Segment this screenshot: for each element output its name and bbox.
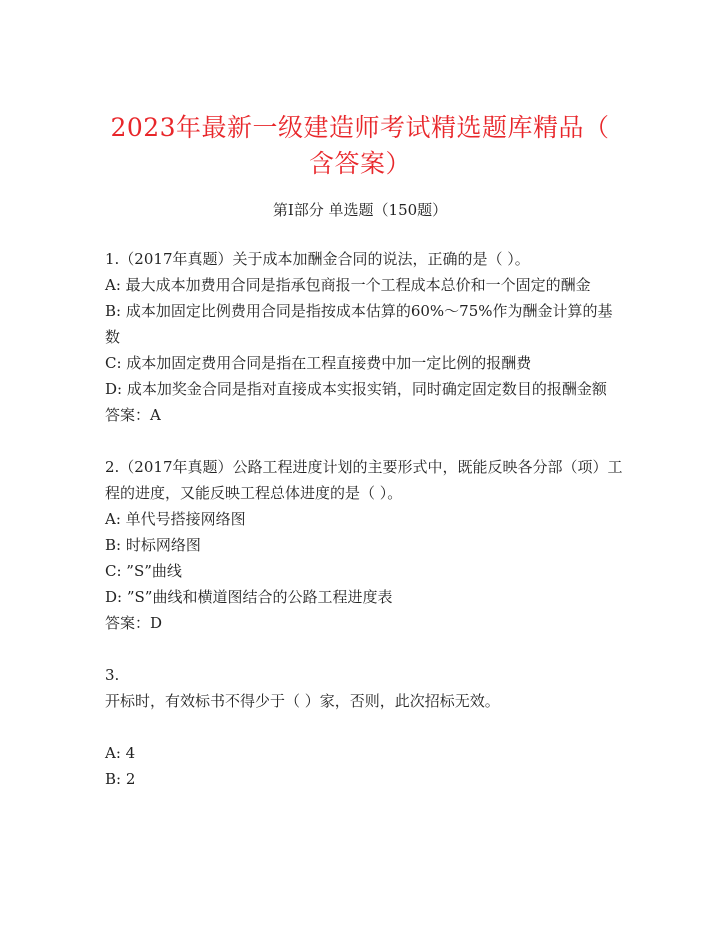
question-stem: 1.（2017年真题）关于成本加酬金合同的说法，正确的是（ ）。 bbox=[105, 250, 530, 268]
option-b: B: 2 bbox=[105, 770, 136, 788]
option-c: C: 成本加固定费用合同是指在工程直接费中加一定比例的报酬费 bbox=[105, 354, 532, 372]
option-c: C: ”S”曲线 bbox=[105, 562, 182, 580]
question-2 bbox=[105, 454, 625, 636]
document-title bbox=[60, 110, 660, 182]
option-a: A: 单代号搭接网络图 bbox=[105, 510, 246, 528]
section-heading: 第I部分 单选题（150题） bbox=[272, 201, 448, 219]
option-d: D: ”S”曲线和横道图结合的公路工程进度表 bbox=[105, 588, 393, 606]
option-b: B: 成本加固定比例费用合同是指按成本估算的60%～75%作为酬金计算的基数 bbox=[105, 302, 613, 346]
question-3 bbox=[105, 662, 625, 792]
question-number: 3. bbox=[105, 666, 120, 684]
title-line-1: 2023年最新一级建造师考试精选题库精品（ bbox=[110, 113, 610, 142]
option-a: A: 最大成本加费用合同是指承包商报一个工程成本总价和一个固定的酬金 bbox=[105, 276, 591, 294]
question-1 bbox=[105, 246, 625, 428]
answer: 答案：D bbox=[105, 614, 163, 632]
option-a: A: 4 bbox=[105, 744, 136, 762]
blank-gap bbox=[105, 714, 625, 740]
question-stem: 开标时，有效标书不得少于（ ）家，否则，此次招标无效。 bbox=[105, 692, 500, 710]
option-d: D: 成本加奖金合同是指对直接成本实报实销，同时确定固定数目的报酬金额 bbox=[105, 380, 607, 398]
answer: 答案：A bbox=[105, 406, 161, 424]
option-b: B: 时标网络图 bbox=[105, 536, 201, 554]
title-line-2: 含答案） bbox=[308, 149, 411, 178]
question-list bbox=[105, 246, 625, 818]
question-stem: 2.（2017年真题）公路工程进度计划的主要形式中，既能反映各分部（项）工程的进度，又能反映工程总体进度的是（ ）。 bbox=[105, 458, 623, 502]
